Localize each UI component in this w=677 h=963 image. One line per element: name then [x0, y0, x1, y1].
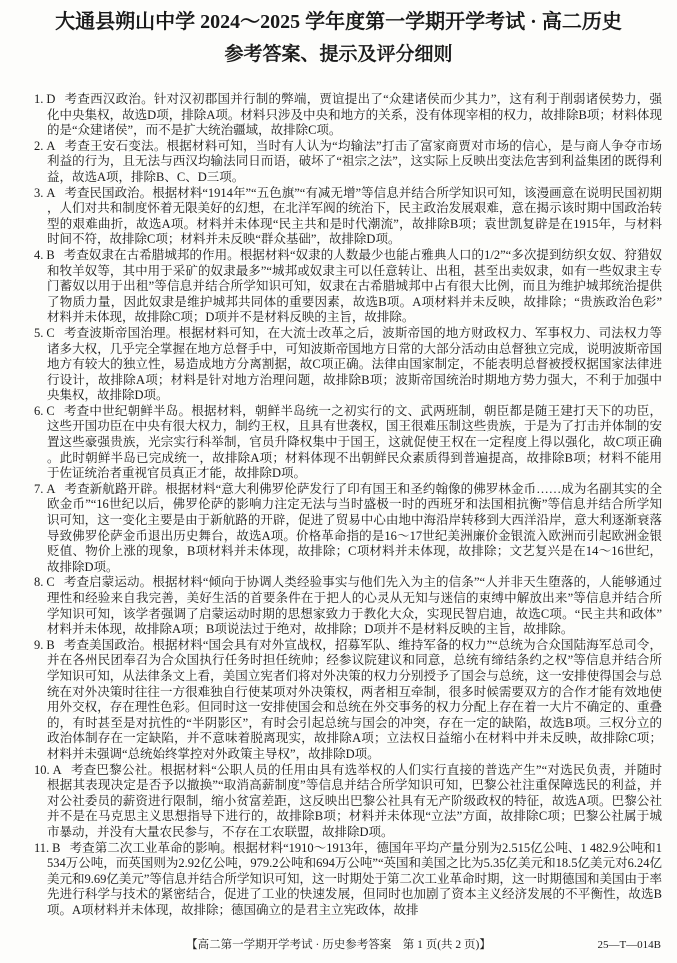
item-number: 9.: [34, 637, 44, 652]
answer-item-6: [34, 404, 662, 482]
footer-page-info: 【高二第一学期开学考试 · 历史参考答案 第 1 页(共 2 页)】: [186, 939, 491, 951]
item-explanation: 考查美国政治。根据材料“国会具有对外宣战权，招募军队、维持军备的权力”“总统为合众国陆海军总司令，并在各州民团奉召为合众国执行任务时担任统帅；经参议院建议和同意，总统有缔结条约之权”等信息并结合所学知识可知，从法律条文上看，美国立宪者们将对外决策的权力分别授予了国会与总统，这一安排使得国会与总统在对外决策时往往一方很难独自行使某项对外决策权，两者相互牵制，很多时候需要双方的合作才能有效地使用外交权，存在理性色彩。但同时这一安排使国会和总统在外交事务的权力分配上存在着一大片不确定的、重叠的，有时甚至是对抗性的“半阴影区”，有时会引起总统与国会的冲突，存在一定的缺陷，故选B项。三权分立的政治体制存在一定缺陷，并不意味着脱离现实，故排除A项；立法权日益缩小在材料中并未反映，故排除C项；材料并未强调“总统始终掌控对外政策主导权”，故排除D项。: [47, 637, 662, 761]
item-answer: C: [46, 403, 55, 418]
item-explanation: 考查王安石变法。根据材料可知，当时有人认为“均输法”打击了富家商贾对市场的信心，是与商人争夺市场利益的行为，且无法与西汉均输法同日而语，破坏了“祖宗之法”，这实际上反映出变法危害到利益集团的既得利益，故选A项，排除B、C、D三项。: [47, 138, 662, 184]
answer-item-1: [34, 92, 662, 139]
item-explanation: 考查巴黎公社。根据材料“公职人员的任用由具有选举权的人们实行直接的普选产生”“对选民负责，并随时根据其表现决定是否予以撤换”“取消高薪制度”等信息并结合所学知识可知，巴黎公社注重保障选民的利益，并对公社委员的薪资进行限制，缩小贫富差距，这反映出巴黎公社具有无产阶级政权的特征，故选A项。巴黎公社并不是在马克思主义思想指导下进行的，故排除B项；材料并未体现“立法”方面，故排除C项；巴黎公社属于城市暴动，并没有大量农民参与，不存在工农联盟，故排除D项。: [47, 762, 662, 839]
item-answer: B: [52, 840, 61, 855]
answer-item-5: [34, 326, 662, 404]
answer-item-9: [34, 638, 662, 763]
footer-exam-code: 25—T—014B: [597, 939, 661, 951]
item-number: 7.: [34, 481, 44, 496]
item-answer: C: [46, 575, 55, 590]
item-explanation: 考查西汉政治。针对汉初郡国并行制的弊端，贾谊提出了“众建诸侯而少其力”，这有利于削弱诸侯势力，强化中央集权，故选D项，排除A项。材料只涉及中央和地方的关系，没有体现宰相的权力，故排除B项；材料体现的是“众建诸侯”，而不是扩大统治疆域，故排除C项。: [47, 92, 662, 138]
answer-item-3: [34, 186, 662, 248]
item-answer: A: [46, 481, 56, 496]
item-number: 8.: [34, 575, 44, 590]
page-footer: [0, 936, 677, 954]
item-answer: B: [46, 637, 55, 652]
item-number: 3.: [34, 185, 44, 200]
item-number: 10.: [34, 762, 50, 777]
item-explanation: 考查奴隶在古希腊城邦的作用。根据材料“奴隶的人数最少也能占雅典人口的1/2”“多次提到纺织女奴、狩猎奴和牧羊奴等，其中用于采矿的奴隶最多”“城邦或奴隶主可以任意转让、出租，甚至出卖奴隶，如有一些奴隶主专门蓄奴以用于出租”等信息并结合所学知识可知，奴隶在古希腊城邦中占有很大比例，而且为维护城邦统治提供了物质力量，因此奴隶是维护城邦共同体的重要因素，故选B项。A项材料并未反映，故排除；“贵族政治色彩”材料并未体现，故排除C项；D项并不是材料反映的主旨，故排除。: [47, 247, 662, 325]
item-explanation: 考查新航路开辟。根据材料“意大利佛罗伦萨发行了印有国王和圣约翰像的佛罗林金币……成为名副其实的全欧金币”“16世纪以后，佛罗伦萨的影响力注定无法与当时盛极一时的西班牙和法国相抗衡”等信息并结合所学知识可知，这一变化主要是由于新航路的开辟，促进了贸易中心由地中海沿岸转移到大西洋沿岸，意大利逐渐衰落导致佛罗伦萨金币退出历史舞台，故选A项。价格革命指的是16～17世纪美洲廉价金银流入欧洲而引起欧洲金银贬值、物价上涨的现象，B项材料并未体现，故排除；C项材料并未体现，故排除；文艺复兴是在14～16世纪，故排除D项。: [47, 481, 662, 574]
item-answer: A: [52, 762, 62, 777]
answer-item-8: [34, 575, 662, 637]
answer-item-7: [34, 482, 662, 576]
item-number: 6.: [34, 403, 44, 418]
item-number: 5.: [34, 325, 44, 340]
item-explanation: 考查民国政治。根据材料“1914年”“五色旗”“有减无增”等信息并结合所学知识可知，该漫画意在说明民国初期，人们对共和制度怀着无限美好的幻想，在北洋军阀的统治下，民主政治发展艰难，意在揭示该时期中国政治转型的艰难曲折，故选A项。材料并未体现“民主共和是时代潮流”，故排除B项；袁世凯复辟是在1915年，与材料时间不符，故排除C项；材料并未反映“群众基础”，故排除D项。: [47, 185, 662, 247]
answer-item-10: [34, 763, 662, 841]
answer-item-2: [34, 139, 662, 186]
item-explanation: 考查波斯帝国治理。根据材料可知，在大流士改革之后，波斯帝国的地方财政权力、军事权力、司法权力等诸多大权，几乎完全掌握在地方总督手中，可知波斯帝国地方日常的大部分活动由总督独立完成，说明波斯帝国地方有较大的独立性，易造成地方分离割据，故C项正确。法律由国家制定，不能表明总督被授权据国家法律进行设计，故排除A项；材料是针对地方治理问题，故排除B项；波斯帝国统治时期地方势力强大，不利于加强中央集权，故排除D项。: [47, 325, 662, 403]
item-answer: C: [46, 325, 55, 340]
item-answer: B: [46, 247, 55, 262]
item-answer: D: [46, 92, 56, 106]
item-number: 11.: [34, 840, 50, 855]
answer-item-4: [34, 248, 662, 326]
page-title: 大通县朔山中学 2024～2025 学年度第一学期开学考试 · 高二历史: [55, 11, 622, 33]
page-subtitle: 参考答案、提示及评分细则: [224, 44, 453, 65]
item-answer: A: [46, 138, 56, 153]
answer-list: [34, 92, 662, 938]
item-answer: A: [46, 185, 56, 200]
item-explanation: 考查中世纪朝鲜半岛。根据材料，朝鲜半岛统一之初实行的文、武两班制，朝臣都是随王建打天下的功臣，这些开国功臣在中央有很大权力，制约王权，且具有世袭权，国王很难压制这些贵族，于是为了打击并体制的安置这些豪强贵族，光宗实行科举制，官员升降权集中于国王，这就促使王权在一定程度上得以强化，故C项正确。此时朝鲜半岛已完成统一，故排除A项；材料体现不出朝鲜民众素质得到普遍提高，故排除B项；材料不能用于佐证统治者重视官员真正才能，故排除D项。: [47, 403, 662, 481]
answer-item-11: [34, 841, 662, 919]
item-number: 4.: [34, 247, 44, 262]
item-explanation: 考查启蒙运动。根据材料“倾向于协调人类经验事实与他们先入为主的信条”“人并非天生堕落的，人能够通过理性和经验来自我完善，美好生活的首要条件在于把人的心灵从无知与迷信的束缚中解放出来”等信息并结合所学知识可知，该学者强调了启蒙运动时期的思想家致力于教化大众，实现民智启迪，故选C项。“民主共和政体”材料并未体现，故排除A项；B项说法过于绝对，故排除；D项并不是材料反映的主旨，故排除。: [47, 575, 662, 637]
item-number: 2.: [34, 138, 44, 153]
item-number: 1.: [34, 92, 44, 106]
item-explanation: 考查第二次工业革命的影响。根据材料“1910～1913年，德国年平均产量分别为2.515亿公吨、1 482.9公吨和1 534万公吨，而英国则为2.92亿公吨，979.2公吨和694万公吨”“英国和美国之比为5.35亿美元和18.5亿美元对6.24亿美元和9.69亿美元”等信息并结合所学知识可知，这一时期处于第二次工业革命时期，这一时期德国和美国由于率先进行科学与技术的紧密结合，促进了工业的快速发展，但同时也加剧了资本主义经济发展的不平衡性，故选B项。A项材料并未体现，故排除；德国确立的是君主立宪政体，故排: [47, 840, 662, 917]
